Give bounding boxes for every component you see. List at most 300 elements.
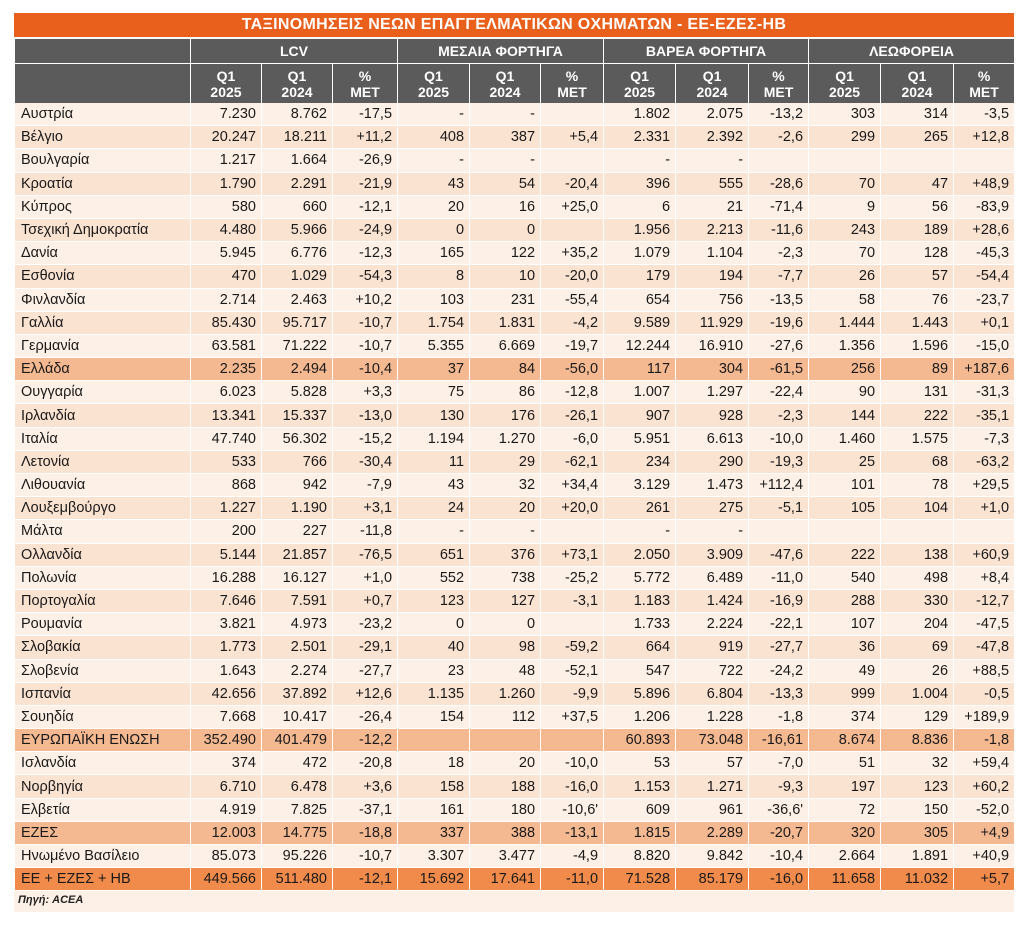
- value-cell: 7.591: [262, 589, 333, 612]
- value-cell: 9.589: [604, 311, 676, 334]
- value-cell: 6.023: [191, 381, 262, 404]
- value-cell: 101: [809, 474, 881, 497]
- value-cell: 49: [809, 659, 881, 682]
- value-cell: -4,9: [541, 845, 604, 868]
- value-cell: +29,5: [954, 474, 1015, 497]
- value-cell: 0: [398, 218, 470, 241]
- value-cell: -: [676, 520, 749, 543]
- sub-header-line1: %: [565, 68, 579, 84]
- value-cell: 26: [809, 265, 881, 288]
- sub-header-line2: 2024: [696, 84, 728, 100]
- value-cell: 29: [470, 450, 541, 473]
- value-cell: -17,5: [333, 103, 398, 126]
- value-cell: 2.224: [676, 613, 749, 636]
- value-cell: 1.754: [398, 311, 470, 334]
- sub-header-line2: 2025: [828, 84, 861, 100]
- value-cell: 1.356: [809, 334, 881, 357]
- value-cell: 1.790: [191, 172, 262, 195]
- value-cell: 200: [191, 520, 262, 543]
- value-cell: 388: [470, 821, 541, 844]
- value-cell: 17.641: [470, 868, 541, 891]
- value-cell: 107: [809, 613, 881, 636]
- value-cell: 1.190: [262, 497, 333, 520]
- value-cell: -1,8: [954, 729, 1015, 752]
- value-cell: 540: [809, 566, 881, 589]
- value-cell: 275: [676, 497, 749, 520]
- country-cell: Φινλανδία: [15, 288, 191, 311]
- country-cell: Εσθονία: [15, 265, 191, 288]
- value-cell: 0: [470, 613, 541, 636]
- value-cell: 68: [881, 450, 954, 473]
- country-cell: Ελλάδα: [15, 358, 191, 381]
- value-cell: -47,6: [749, 543, 809, 566]
- value-cell: 2.494: [262, 358, 333, 381]
- table-row: [15, 103, 1015, 126]
- value-cell: 16.127: [262, 566, 333, 589]
- sub-header-line1: Q1: [702, 68, 722, 84]
- value-cell: +8,4: [954, 566, 1015, 589]
- value-cell: 1.443: [881, 311, 954, 334]
- value-cell: 144: [809, 404, 881, 427]
- value-cell: 70: [809, 242, 881, 265]
- value-cell: +35,2: [541, 242, 604, 265]
- value-cell: -26,9: [333, 149, 398, 172]
- value-cell: -20,0: [541, 265, 604, 288]
- value-cell: +0,7: [333, 589, 398, 612]
- value-cell: +59,4: [954, 752, 1015, 775]
- sub-header-line2: ΜΕΤ: [557, 84, 587, 100]
- value-cell: 165: [398, 242, 470, 265]
- value-cell: -13,3: [749, 682, 809, 705]
- value-cell: +20,0: [541, 497, 604, 520]
- value-cell: 1.007: [604, 381, 676, 404]
- value-cell: -26,1: [541, 404, 604, 427]
- value-cell: 1.643: [191, 659, 262, 682]
- value-cell: 161: [398, 798, 470, 821]
- value-cell: 3.909: [676, 543, 749, 566]
- country-cell: ΕΖΕΣ: [15, 821, 191, 844]
- sub-header-line2: ΜΕΤ: [763, 84, 794, 100]
- value-cell: 243: [809, 218, 881, 241]
- source-note: Πηγή: ACEA: [14, 891, 1014, 912]
- value-cell: 7.646: [191, 589, 262, 612]
- table-row: [15, 798, 1015, 821]
- value-cell: -12,3: [333, 242, 398, 265]
- country-cell: ΕΕ + ΕΖΕΣ + ΗΒ: [15, 868, 191, 891]
- value-cell: -10,0: [541, 752, 604, 775]
- value-cell: 21.857: [262, 543, 333, 566]
- value-cell: 1.135: [398, 682, 470, 705]
- value-cell: 738: [470, 566, 541, 589]
- value-cell: 1.217: [191, 149, 262, 172]
- value-cell: +3,3: [333, 381, 398, 404]
- sub-header-line2: ΜΕΤ: [969, 84, 999, 100]
- value-cell: 288: [809, 589, 881, 612]
- value-cell: 1.104: [676, 242, 749, 265]
- value-cell: 9.842: [676, 845, 749, 868]
- value-cell: 24: [398, 497, 470, 520]
- value-cell: 5.772: [604, 566, 676, 589]
- value-cell: -11,0: [541, 868, 604, 891]
- value-cell: 105: [809, 497, 881, 520]
- value-cell: 5.828: [262, 381, 333, 404]
- value-cell: +88,5: [954, 659, 1015, 682]
- value-cell: 352.490: [191, 729, 262, 752]
- value-cell: 71.222: [262, 334, 333, 357]
- value-cell: -10,4: [749, 845, 809, 868]
- table-row: [15, 126, 1015, 149]
- value-cell: 470: [191, 265, 262, 288]
- value-cell: 401.479: [262, 729, 333, 752]
- table-row: [15, 636, 1015, 659]
- value-cell: 919: [676, 636, 749, 659]
- value-cell: -: [398, 149, 470, 172]
- corner-cell: [15, 39, 191, 64]
- value-cell: -37,1: [333, 798, 398, 821]
- value-cell: 396: [604, 172, 676, 195]
- value-cell: +0,1: [954, 311, 1015, 334]
- table-row: [15, 589, 1015, 612]
- value-cell: 197: [809, 775, 881, 798]
- table-row: [15, 288, 1015, 311]
- sub-header-3-0: [809, 64, 881, 104]
- value-cell: 85.073: [191, 845, 262, 868]
- value-cell: 4.919: [191, 798, 262, 821]
- value-cell: 547: [604, 659, 676, 682]
- value-cell: -: [398, 520, 470, 543]
- value-cell: 40: [398, 636, 470, 659]
- value-cell: -4,2: [541, 311, 604, 334]
- value-cell: 76: [881, 288, 954, 311]
- value-cell: -: [470, 103, 541, 126]
- value-cell: 6.613: [676, 427, 749, 450]
- table-row: [15, 218, 1015, 241]
- country-cell: Δανία: [15, 242, 191, 265]
- value-cell: [954, 149, 1015, 172]
- value-cell: -9,3: [749, 775, 809, 798]
- value-cell: 10: [470, 265, 541, 288]
- value-cell: 2.075: [676, 103, 749, 126]
- value-cell: 8: [398, 265, 470, 288]
- value-cell: 552: [398, 566, 470, 589]
- value-cell: -71,4: [749, 195, 809, 218]
- value-cell: 158: [398, 775, 470, 798]
- value-cell: 1.206: [604, 705, 676, 728]
- value-cell: 53: [604, 752, 676, 775]
- value-cell: 1.891: [881, 845, 954, 868]
- value-cell: -45,3: [954, 242, 1015, 265]
- value-cell: 98: [470, 636, 541, 659]
- value-cell: 6: [604, 195, 676, 218]
- value-cell: 104: [881, 497, 954, 520]
- value-cell: 320: [809, 821, 881, 844]
- table-row: [15, 566, 1015, 589]
- country-cell: Γαλλία: [15, 311, 191, 334]
- country-cell: Βέλγιο: [15, 126, 191, 149]
- value-cell: 999: [809, 682, 881, 705]
- value-cell: 449.566: [191, 868, 262, 891]
- registrations-table-container: [14, 13, 1014, 912]
- value-cell: 664: [604, 636, 676, 659]
- value-cell: -61,5: [749, 358, 809, 381]
- value-cell: -63,2: [954, 450, 1015, 473]
- value-cell: -10,4: [333, 358, 398, 381]
- value-cell: 130: [398, 404, 470, 427]
- value-cell: 3.821: [191, 613, 262, 636]
- value-cell: -0,5: [954, 682, 1015, 705]
- sub-header-line2: 2024: [901, 84, 933, 100]
- country-cell: Βουλγαρία: [15, 149, 191, 172]
- value-cell: 756: [676, 288, 749, 311]
- value-cell: +73,1: [541, 543, 604, 566]
- value-cell: 138: [881, 543, 954, 566]
- value-cell: 5.945: [191, 242, 262, 265]
- value-cell: 180: [470, 798, 541, 821]
- sub-header-line1: Q1: [630, 68, 649, 84]
- value-cell: 5.144: [191, 543, 262, 566]
- value-cell: 95.717: [262, 311, 333, 334]
- value-cell: 78: [881, 474, 954, 497]
- sub-header-line1: %: [358, 68, 372, 84]
- value-cell: -19,7: [541, 334, 604, 357]
- country-cell: Κύπρος: [15, 195, 191, 218]
- value-cell: 0: [470, 218, 541, 241]
- value-cell: 131: [881, 381, 954, 404]
- table-row: [15, 729, 1015, 752]
- value-cell: 58: [809, 288, 881, 311]
- country-cell: Σλοβενία: [15, 659, 191, 682]
- country-cell: Ολλανδία: [15, 543, 191, 566]
- value-cell: [881, 149, 954, 172]
- value-cell: 20: [470, 752, 541, 775]
- value-cell: 8.836: [881, 729, 954, 752]
- value-cell: 374: [809, 705, 881, 728]
- value-cell: 14.775: [262, 821, 333, 844]
- value-cell: +25,0: [541, 195, 604, 218]
- value-cell: 56: [881, 195, 954, 218]
- value-cell: 12.244: [604, 334, 676, 357]
- value-cell: 1.194: [398, 427, 470, 450]
- value-cell: 2.289: [676, 821, 749, 844]
- value-cell: 6.710: [191, 775, 262, 798]
- value-cell: 337: [398, 821, 470, 844]
- table-row: [15, 358, 1015, 381]
- value-cell: 303: [809, 103, 881, 126]
- value-cell: -10,0: [749, 427, 809, 450]
- value-cell: -55,4: [541, 288, 604, 311]
- sub-header-line1: Q1: [835, 68, 854, 84]
- value-cell: +28,6: [954, 218, 1015, 241]
- value-cell: 8.674: [809, 729, 881, 752]
- sub-header-line1: Q1: [287, 68, 307, 84]
- value-cell: +1,0: [954, 497, 1015, 520]
- sub-header-2-0: [604, 64, 676, 104]
- country-cell: Ρουμανία: [15, 613, 191, 636]
- value-cell: 1.183: [604, 589, 676, 612]
- value-cell: 112: [470, 705, 541, 728]
- value-cell: [749, 149, 809, 172]
- sub-header-3-1: [881, 64, 954, 104]
- value-cell: -13,5: [749, 288, 809, 311]
- value-cell: 2.664: [809, 845, 881, 868]
- value-cell: 1.815: [604, 821, 676, 844]
- value-cell: 5.951: [604, 427, 676, 450]
- registrations-table: [14, 39, 1015, 891]
- value-cell: [809, 149, 881, 172]
- value-cell: 7.668: [191, 705, 262, 728]
- value-cell: 72: [809, 798, 881, 821]
- table-row: [15, 450, 1015, 473]
- table-row: [15, 172, 1015, 195]
- country-cell: Κροατία: [15, 172, 191, 195]
- value-cell: -21,9: [333, 172, 398, 195]
- value-cell: 11.929: [676, 311, 749, 334]
- value-cell: -52,1: [541, 659, 604, 682]
- value-cell: -9,9: [541, 682, 604, 705]
- value-cell: 117: [604, 358, 676, 381]
- value-cell: 3.477: [470, 845, 541, 868]
- value-cell: +5,4: [541, 126, 604, 149]
- value-cell: -59,2: [541, 636, 604, 659]
- value-cell: -11,8: [333, 520, 398, 543]
- value-cell: -62,1: [541, 450, 604, 473]
- value-cell: 1.956: [604, 218, 676, 241]
- value-cell: 533: [191, 450, 262, 473]
- value-cell: 128: [881, 242, 954, 265]
- corner-cell-sub: [15, 64, 191, 104]
- value-cell: -: [676, 149, 749, 172]
- value-cell: -26,4: [333, 705, 398, 728]
- value-cell: -2,3: [749, 404, 809, 427]
- value-cell: 231: [470, 288, 541, 311]
- value-cell: 1.733: [604, 613, 676, 636]
- value-cell: 5.355: [398, 334, 470, 357]
- value-cell: 1.424: [676, 589, 749, 612]
- value-cell: 204: [881, 613, 954, 636]
- value-cell: -23,7: [954, 288, 1015, 311]
- value-cell: 1.004: [881, 682, 954, 705]
- value-cell: 1.664: [262, 149, 333, 172]
- country-cell: Σλοβακία: [15, 636, 191, 659]
- value-cell: -6,0: [541, 427, 604, 450]
- value-cell: 1.297: [676, 381, 749, 404]
- value-cell: -47,5: [954, 613, 1015, 636]
- value-cell: +3,6: [333, 775, 398, 798]
- country-cell: Νορβηγία: [15, 775, 191, 798]
- value-cell: 0: [398, 613, 470, 636]
- value-cell: -28,6: [749, 172, 809, 195]
- sub-header-line2: 2025: [210, 84, 242, 100]
- country-cell: Πορτογαλία: [15, 589, 191, 612]
- table-row: [15, 311, 1015, 334]
- value-cell: 907: [604, 404, 676, 427]
- value-cell: -12,7: [954, 589, 1015, 612]
- table-row: [15, 334, 1015, 357]
- value-cell: [541, 218, 604, 241]
- value-cell: 1.575: [881, 427, 954, 450]
- value-cell: 1.029: [262, 265, 333, 288]
- sub-header-1-1: [470, 64, 541, 104]
- country-cell: Σουηδία: [15, 705, 191, 728]
- table-row: [15, 404, 1015, 427]
- value-cell: 189: [881, 218, 954, 241]
- value-cell: 16: [470, 195, 541, 218]
- country-cell: Λουξεμβούργο: [15, 497, 191, 520]
- value-cell: 127: [470, 589, 541, 612]
- value-cell: 376: [470, 543, 541, 566]
- value-cell: 75: [398, 381, 470, 404]
- country-cell: Μάλτα: [15, 520, 191, 543]
- value-cell: 18: [398, 752, 470, 775]
- value-cell: -16,0: [749, 868, 809, 891]
- country-cell: Πολωνία: [15, 566, 191, 589]
- value-cell: 69: [881, 636, 954, 659]
- value-cell: 609: [604, 798, 676, 821]
- value-cell: [541, 520, 604, 543]
- value-cell: 85.430: [191, 311, 262, 334]
- value-cell: 304: [676, 358, 749, 381]
- value-cell: 16.288: [191, 566, 262, 589]
- value-cell: 928: [676, 404, 749, 427]
- value-cell: 1.802: [604, 103, 676, 126]
- value-cell: 150: [881, 798, 954, 821]
- country-cell: Ιταλία: [15, 427, 191, 450]
- value-cell: 387: [470, 126, 541, 149]
- sub-header-line2: 2025: [623, 84, 656, 100]
- value-cell: [541, 149, 604, 172]
- value-cell: 71.528: [604, 868, 676, 891]
- value-cell: +5,7: [954, 868, 1015, 891]
- value-cell: 90: [809, 381, 881, 404]
- value-cell: 651: [398, 543, 470, 566]
- country-cell: ΕΥΡΩΠΑΪΚΗ ΕΝΩΣΗ: [15, 729, 191, 752]
- value-cell: 73.048: [676, 729, 749, 752]
- value-cell: -31,3: [954, 381, 1015, 404]
- table-row: [15, 497, 1015, 520]
- value-cell: 3.129: [604, 474, 676, 497]
- value-cell: -27,6: [749, 334, 809, 357]
- value-cell: -52,0: [954, 798, 1015, 821]
- value-cell: 290: [676, 450, 749, 473]
- value-cell: 222: [809, 543, 881, 566]
- value-cell: 32: [881, 752, 954, 775]
- value-cell: 654: [604, 288, 676, 311]
- table-row: [15, 474, 1015, 497]
- table-row: [15, 543, 1015, 566]
- value-cell: [541, 729, 604, 752]
- table-title: ΤΑΞΙΝΟΜΗΣΕΙΣ ΝΕΩΝ ΕΠΑΓΓΕΛΜΑΤΙΚΩΝ ΟΧΗΜΑΤΩΝ - ΕΕ-ΕΖΕΣ-ΗΒ: [14, 13, 1014, 37]
- group-header-row: [15, 39, 1015, 64]
- value-cell: 11: [398, 450, 470, 473]
- value-cell: -35,1: [954, 404, 1015, 427]
- value-cell: 6.804: [676, 682, 749, 705]
- value-cell: +12,6: [333, 682, 398, 705]
- value-cell: -12,1: [333, 195, 398, 218]
- value-cell: 1.596: [881, 334, 954, 357]
- sub-header-line2: 2025: [417, 84, 450, 100]
- group-header-lcv: LCV: [191, 39, 398, 64]
- value-cell: 154: [398, 705, 470, 728]
- table-row: [15, 265, 1015, 288]
- value-cell: -54,3: [333, 265, 398, 288]
- value-cell: 8.762: [262, 103, 333, 126]
- sub-header-2-1: [676, 64, 749, 104]
- value-cell: 123: [881, 775, 954, 798]
- value-cell: -13,0: [333, 404, 398, 427]
- country-cell: Τσεχική Δημοκρατία: [15, 218, 191, 241]
- sub-header-0-2: [333, 64, 398, 104]
- value-cell: -16,0: [541, 775, 604, 798]
